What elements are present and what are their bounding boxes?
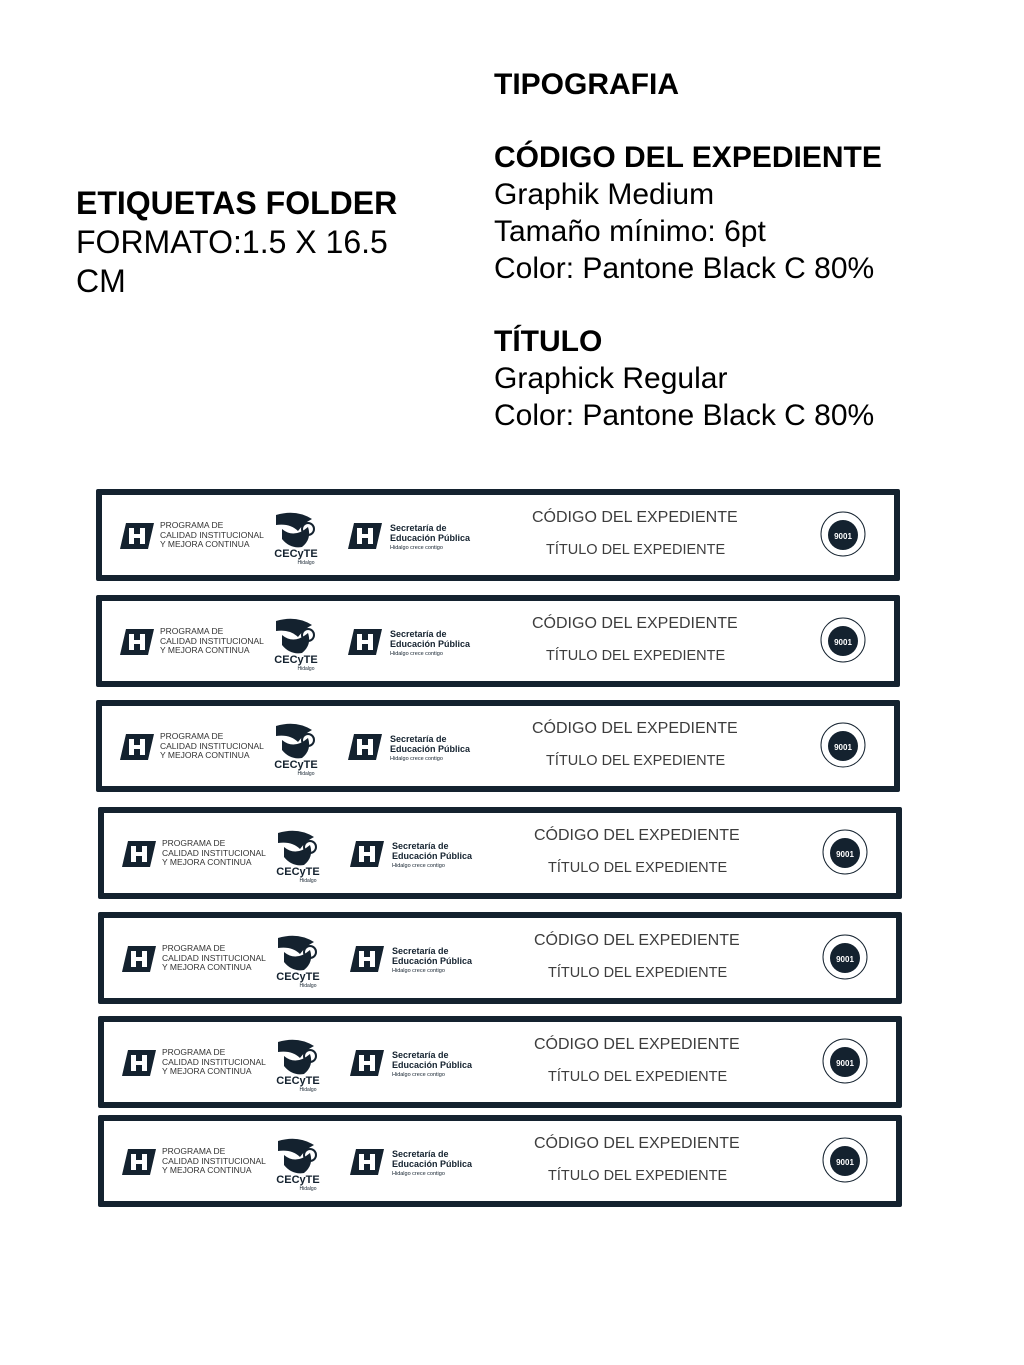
h-logo-icon <box>350 1147 384 1177</box>
sep-line-1: Secretaría de <box>390 523 447 533</box>
sep-line-3: Hidalgo crece contigo <box>390 756 443 762</box>
h-logo-icon <box>122 1048 156 1078</box>
label-title: TÍTULO DEL EXPEDIENTE <box>548 1069 728 1085</box>
cecyte-wordmark: CECyTE <box>276 971 320 983</box>
sep-line-2: Educación Pública <box>392 1159 473 1169</box>
title-section-color: Color: Pantone Black C 80% <box>494 399 875 432</box>
program-line-1: PROGRAMA DE <box>162 943 226 953</box>
h-logo-icon <box>120 627 154 657</box>
sep-line-1: Secretaría de <box>390 629 447 639</box>
label-title: TÍTULO DEL EXPEDIENTE <box>548 860 728 876</box>
sep-line-2: Educación Pública <box>392 956 473 966</box>
iso-seal-icon <box>820 617 866 663</box>
folder-label <box>96 595 900 687</box>
label-code: CÓDIGO DEL EXPEDIENTE <box>532 509 738 526</box>
h-logo-icon <box>120 521 154 551</box>
iso-seal-icon <box>820 722 866 768</box>
cecyte-logo <box>268 720 324 776</box>
program-line-1: PROGRAMA DE <box>160 626 224 636</box>
iso-seal-icon <box>820 511 866 557</box>
program-line-1: PROGRAMA DE <box>162 838 226 848</box>
sep-line-1: Secretaría de <box>392 1149 449 1159</box>
label-title: TÍTULO DEL EXPEDIENTE <box>546 753 726 769</box>
program-line-2: CALIDAD INSTITUCIONAL <box>160 740 264 751</box>
cecyte-logo <box>270 1036 326 1092</box>
program-text <box>162 1147 266 1176</box>
sep-line-1: Secretaría de <box>392 841 449 851</box>
sep-text <box>392 946 472 976</box>
typography-spec <box>494 66 994 434</box>
label-code: CÓDIGO DEL EXPEDIENTE <box>532 720 738 737</box>
folder-label <box>98 807 902 899</box>
sep-line-1: Secretaría de <box>392 1050 449 1060</box>
sep-line-3: Hidalgo crece contigo <box>390 651 443 657</box>
program-line-3: Y MEJORA CONTINUA <box>162 962 252 972</box>
seal-number: 9001 <box>836 955 854 964</box>
program-text <box>160 732 264 761</box>
folder-label <box>98 1016 902 1108</box>
cecyte-wordmark: CECyTE <box>274 759 318 771</box>
sep-text <box>392 1149 472 1179</box>
folder-label <box>98 1115 902 1207</box>
h-logo-icon <box>122 1147 156 1177</box>
program-line-3: Y MEJORA CONTINUA <box>160 645 250 655</box>
label-code: CÓDIGO DEL EXPEDIENTE <box>534 827 740 844</box>
program-line-2: CALIDAD INSTITUCIONAL <box>162 1155 266 1166</box>
program-line-3: Y MEJORA CONTINUA <box>162 1066 252 1076</box>
h-logo-icon <box>348 627 382 657</box>
program-line-3: Y MEJORA CONTINUA <box>160 539 250 549</box>
sep-line-2: Educación Pública <box>392 1060 473 1070</box>
program-line-2: CALIDAD INSTITUCIONAL <box>162 847 266 858</box>
cecyte-subtitle: Hidalgo <box>299 1087 317 1092</box>
program-line-2: CALIDAD INSTITUCIONAL <box>160 529 264 540</box>
sep-line-3: Hidalgo crece contigo <box>392 1072 445 1078</box>
label-title: TÍTULO DEL EXPEDIENTE <box>548 965 728 981</box>
program-line-3: Y MEJORA CONTINUA <box>162 1165 252 1175</box>
h-logo-icon <box>350 839 384 869</box>
h-logo-icon <box>348 732 382 762</box>
document-header <box>76 184 436 301</box>
sep-line-2: Educación Pública <box>390 744 471 754</box>
program-text <box>162 944 266 973</box>
sep-text <box>390 734 470 764</box>
sep-line-3: Hidalgo crece contigo <box>392 1171 445 1177</box>
program-line-2: CALIDAD INSTITUCIONAL <box>162 1056 266 1067</box>
cecyte-logo <box>270 827 326 883</box>
code-section-font: Graphik Medium <box>494 178 715 211</box>
sep-text <box>390 629 470 659</box>
sep-line-3: Hidalgo crece contigo <box>392 968 445 974</box>
program-line-1: PROGRAMA DE <box>162 1047 226 1057</box>
sep-line-1: Secretaría de <box>392 946 449 956</box>
cecyte-logo <box>268 615 324 671</box>
title-section-font: Graphick Regular <box>494 362 728 395</box>
program-line-1: PROGRAMA DE <box>160 731 224 741</box>
label-code: CÓDIGO DEL EXPEDIENTE <box>532 615 738 632</box>
seal-number: 9001 <box>836 850 854 859</box>
program-line-3: Y MEJORA CONTINUA <box>162 857 252 867</box>
sep-text <box>392 1050 472 1080</box>
sep-text <box>392 841 472 871</box>
sep-line-2: Educación Pública <box>392 851 473 861</box>
program-line-2: CALIDAD INSTITUCIONAL <box>160 635 264 646</box>
cecyte-wordmark: CECyTE <box>276 1075 320 1087</box>
label-title: TÍTULO DEL EXPEDIENTE <box>546 542 726 558</box>
cecyte-subtitle: Hidalgo <box>299 878 317 883</box>
program-line-3: Y MEJORA CONTINUA <box>160 750 250 760</box>
seal-number: 9001 <box>834 638 852 647</box>
program-text <box>162 839 266 868</box>
cecyte-subtitle: Hidalgo <box>297 771 315 776</box>
code-section-color: Color: Pantone Black C 80% <box>494 252 875 285</box>
cecyte-subtitle: Hidalgo <box>297 666 315 671</box>
program-text <box>160 627 264 656</box>
program-line-2: CALIDAD INSTITUCIONAL <box>162 952 266 963</box>
format-text: FORMATO:1.5 X 16.5 CM <box>76 224 388 299</box>
cecyte-logo <box>268 509 324 565</box>
sep-line-3: Hidalgo crece contigo <box>390 545 443 551</box>
label-title: TÍTULO DEL EXPEDIENTE <box>546 648 726 664</box>
sep-line-2: Educación Pública <box>390 639 471 649</box>
cecyte-logo <box>270 1135 326 1191</box>
label-code: CÓDIGO DEL EXPEDIENTE <box>534 1036 740 1053</box>
program-line-1: PROGRAMA DE <box>160 520 224 530</box>
cecyte-wordmark: CECyTE <box>274 654 318 666</box>
sep-line-1: Secretaría de <box>390 734 447 744</box>
document-title: ETIQUETAS FOLDER <box>76 185 398 221</box>
cecyte-wordmark: CECyTE <box>274 548 318 560</box>
program-text <box>160 521 264 550</box>
iso-seal-icon <box>822 1137 868 1183</box>
sep-line-3: Hidalgo crece contigo <box>392 863 445 869</box>
cecyte-subtitle: Hidalgo <box>299 1186 317 1191</box>
typography-heading: TIPOGRAFIA <box>494 68 679 101</box>
h-logo-icon <box>348 521 382 551</box>
cecyte-logo <box>270 932 326 988</box>
folder-label <box>96 700 900 792</box>
cecyte-subtitle: Hidalgo <box>297 560 315 565</box>
h-logo-icon <box>120 732 154 762</box>
cecyte-wordmark: CECyTE <box>276 866 320 878</box>
label-title: TÍTULO DEL EXPEDIENTE <box>548 1168 728 1184</box>
folder-label <box>98 912 902 1004</box>
iso-seal-icon <box>822 934 868 980</box>
code-section-size: Tamaño mínimo: 6pt <box>494 215 766 248</box>
cecyte-wordmark: CECyTE <box>276 1174 320 1186</box>
cecyte-subtitle: Hidalgo <box>299 983 317 988</box>
h-logo-icon <box>122 944 156 974</box>
code-section-title: CÓDIGO DEL EXPEDIENTE <box>494 141 882 174</box>
label-code: CÓDIGO DEL EXPEDIENTE <box>534 932 740 949</box>
program-line-1: PROGRAMA DE <box>162 1146 226 1156</box>
h-logo-icon <box>350 944 384 974</box>
program-text <box>162 1048 266 1077</box>
seal-number: 9001 <box>834 743 852 752</box>
sep-text <box>390 523 470 553</box>
seal-number: 9001 <box>836 1059 854 1068</box>
label-code: CÓDIGO DEL EXPEDIENTE <box>534 1135 740 1152</box>
seal-number: 9001 <box>836 1158 854 1167</box>
title-section-title: TÍTULO <box>494 325 603 358</box>
seal-number: 9001 <box>834 532 852 541</box>
iso-seal-icon <box>822 829 868 875</box>
folder-label <box>96 489 900 581</box>
iso-seal-icon <box>822 1038 868 1084</box>
h-logo-icon <box>122 839 156 869</box>
sep-line-2: Educación Pública <box>390 533 471 543</box>
h-logo-icon <box>350 1048 384 1078</box>
